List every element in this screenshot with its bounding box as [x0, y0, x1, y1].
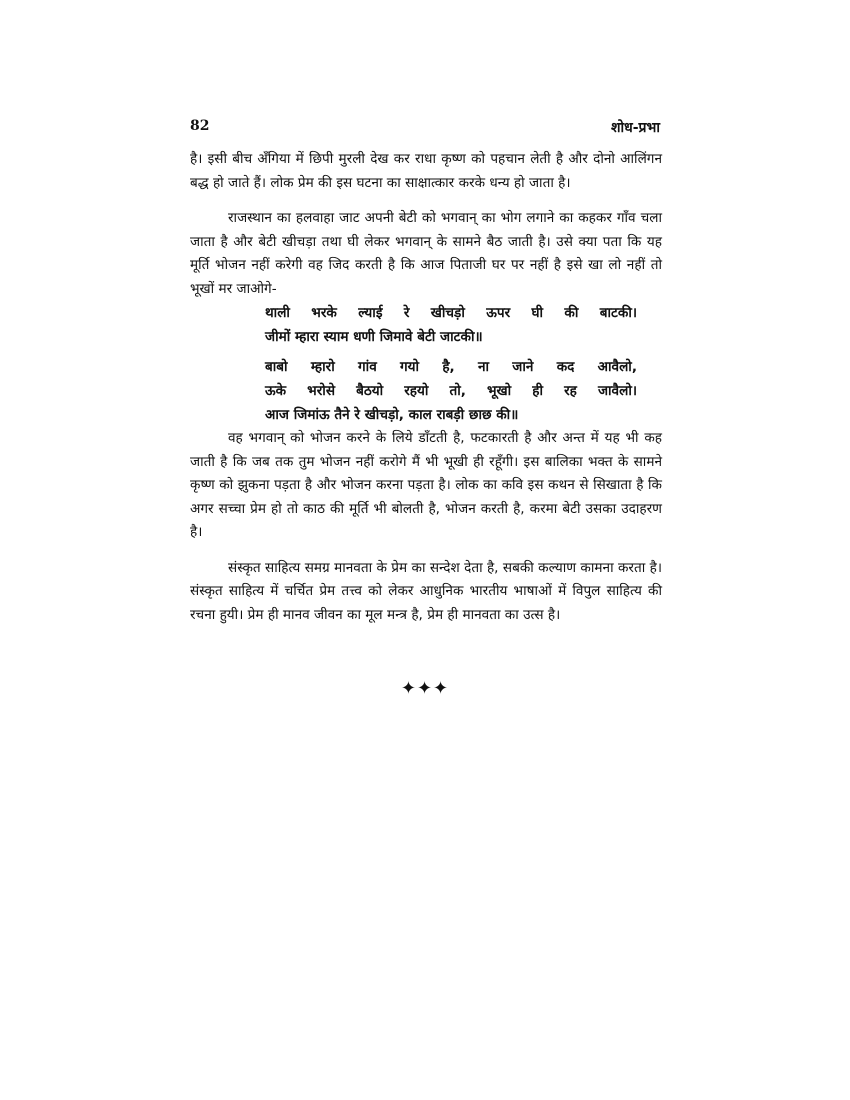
verse-line: ऊके भरोसे बैठयो रहयो तो, भूखो ही रह जावैलो।: [265, 383, 637, 399]
body-text: [190, 148, 662, 627]
paragraph-2: राजस्थान का हलवाहा जाट अपनी बेटी को भगवान् का भोग लगाने का कहकर गाँव चला जाता है और बेटी खीचड़ा तथा घी लेकर भगवान् के सामने बैठ जाती है। उसे क्या पता कि यह मूर्ति भोजन नहीं करेगी वह जिद करती है कि आज पिताजी घर पर नहीं है इसे खा लो नहीं तो भूखों मर जाओगे-: [190, 210, 662, 297]
paragraph-1: है। इसी बीच अँगिया में छिपी मुरली देख कर राधा कृष्ण को पहचान लेती है और दोनो आलिंगन बद्ध हो जाते हैं। लोक प्रेम की इस घटना का साक्षात्कार करके धन्य हो जाता है।: [190, 151, 662, 191]
paragraph-3: वह भगवान् को भोजन करने के लिये डाँटती है, फटकारती है और अन्त में यह भी कह जाती है कि जब तक तुम भोजन नहीं करोगे मैं भी भूखी ही रहूँगी। इस बालिका भक्त के सामने कृष्ण को झुकना पड़ता है और भोजन करना पड़ता है। लोक का कवि इस कथन से सिखाता है कि अगर सच्चा प्रेम हो तो काठ की मूर्ति भी बोलती है, भोजन करती है, करमा बेटी उसका उदाहरण है।: [190, 430, 662, 540]
verse-line: आज जिमांऊ तैने रे खीचड़ो, काल राबड़ी छाछ की॥: [265, 407, 519, 423]
paragraph-4: संस्कृत साहित्य समग्र मानवता के प्रेम का सन्देश देता है, सबकी कल्याण कामना करता है। संस्कृत साहित्य में चर्चित प्रेम तत्त्व को लेकर आधुनिक भारतीय भाषाओं में विपुल साहित्य की रचना हुयी। प्रेम ही मानव जीवन का मूल मन्त्र है, प्रेम ही मानवता का उत्स है।: [190, 559, 662, 623]
verse-block: [265, 301, 637, 427]
verse-line: थाली भरके ल्याई रे खीचड़ो ऊपर घी की बाटकी।: [265, 305, 637, 321]
page-number: 82: [190, 118, 210, 134]
verse-line: बाबो म्हारो गांव गयो है, ना जाने कद आवैलो,: [265, 359, 637, 375]
running-title: शोध-प्रभा: [610, 120, 660, 136]
three-diamond-ornament-icon: ✦✦✦: [400, 678, 450, 699]
verse-line: जीमों म्हारा स्याम धणी जिमावे बेटी जाटकी॥: [265, 329, 483, 345]
page-header: [190, 118, 660, 142]
